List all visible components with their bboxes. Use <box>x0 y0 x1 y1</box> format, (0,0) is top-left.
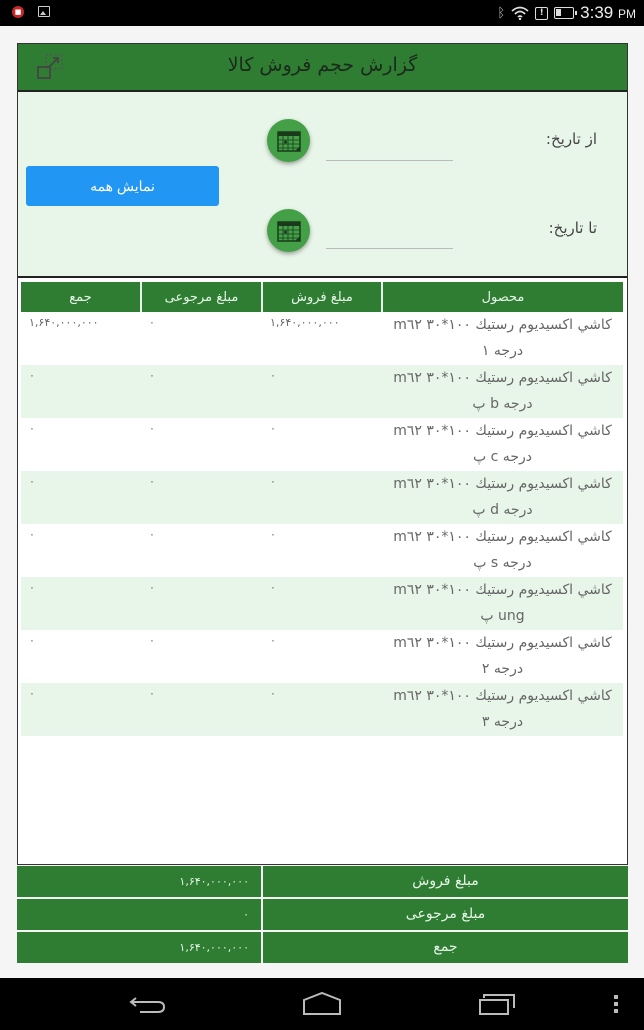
sales-cell: ۰ <box>262 365 382 418</box>
returns-cell: ۰ <box>149 528 155 541</box>
total-cell: ۰ <box>21 471 141 524</box>
returns-cell: ۰ <box>149 422 155 435</box>
summary-row-sales <box>17 866 628 897</box>
summary-table <box>17 866 628 965</box>
from-date-calendar-button[interactable] <box>267 119 310 162</box>
calendar-icon <box>277 220 301 242</box>
to-date-input[interactable] <box>326 248 453 249</box>
table-row[interactable] <box>21 630 623 683</box>
table-row[interactable] <box>21 365 623 418</box>
returns-cell: ۰ <box>141 683 262 736</box>
column-header-returns[interactable]: مبلغ مرجوعی <box>141 282 262 312</box>
returns-cell: ۰ <box>141 365 262 418</box>
table-row[interactable] <box>21 418 623 471</box>
total-cell: ۰ <box>29 422 35 435</box>
summary-returns-label: مبلغ مرجوعی <box>263 899 628 930</box>
returns-cell: ۰ <box>141 471 262 524</box>
returns-cell: ۰ <box>149 316 155 329</box>
column-header-product[interactable]: محصول <box>382 282 623 312</box>
from-date-input[interactable] <box>326 160 453 161</box>
from-date-label: از تاریخ: <box>545 130 597 148</box>
total-cell: ۰ <box>29 528 35 541</box>
status-bar <box>0 0 644 26</box>
gallery-icon <box>38 6 50 17</box>
table-row[interactable] <box>21 577 623 630</box>
sales-cell: ۰ <box>270 422 276 435</box>
table-header-row <box>21 282 623 312</box>
product-cell: كاشي اكسيديوم رستيك ١٠٠*٣٠ m٦٢ درجه b پ <box>382 365 623 418</box>
title-bar <box>18 44 627 92</box>
total-cell: ۰ <box>21 683 141 736</box>
sales-cell: ۰ <box>270 528 276 541</box>
product-cell: كاشي اكسيديوم رستيك ١٠٠*٣٠ m٦٢ درجه d پ <box>382 471 623 524</box>
show-all-button[interactable]: نمایش همه <box>26 166 219 206</box>
returns-cell: ۰ <box>141 577 262 630</box>
table-row[interactable] <box>21 312 623 365</box>
menu-icon[interactable] <box>612 994 620 1014</box>
calendar-icon <box>277 130 301 152</box>
total-cell: ۰ <box>21 577 141 630</box>
bluetooth-icon: ᛒ <box>497 5 506 21</box>
summary-row-returns <box>17 899 628 930</box>
summary-total-value: ۱,۶۴۰,۰۰۰,۰۰۰ <box>17 932 261 963</box>
items-table <box>21 282 623 736</box>
to-date-label: تا تاریخ: <box>548 219 597 237</box>
table-row[interactable] <box>21 524 623 577</box>
product-cell: كاشي اكسيديوم رستيك ١٠٠*٣٠ m٦٢ درجه ٢ <box>393 635 612 677</box>
product-cell: كاشي اكسيديوم رستيك ١٠٠*٣٠ m٦٢ درجه c پ <box>393 423 612 465</box>
back-icon[interactable] <box>128 992 168 1016</box>
sales-cell: ۰ <box>270 634 276 647</box>
navigation-bar <box>0 978 644 1030</box>
summary-sales-label: مبلغ فروش <box>263 866 628 897</box>
summary-returns-value: ۰ <box>17 899 261 930</box>
sales-cell: ۰ <box>262 577 382 630</box>
product-cell: كاشي اكسيديوم رستيك ١٠٠*٣٠ m٦٢ درجه ٣ <box>382 683 623 736</box>
total-cell: ۰ <box>29 634 35 647</box>
alert-icon: ! <box>535 7 548 20</box>
sales-cell: ۱,۶۴۰,۰۰۰,۰۰۰ <box>270 316 340 329</box>
clock: 3:39 PM <box>580 3 636 22</box>
notification-app-icon: ■ <box>12 6 24 18</box>
product-cell: كاشي اكسيديوم رستيك ١٠٠*٣٠ m٦٢ ung پ <box>382 577 623 630</box>
date-filter-panel <box>18 92 627 278</box>
total-cell: ۰ <box>21 365 141 418</box>
wifi-icon <box>511 6 529 20</box>
page-title: گزارش حجم فروش کالا <box>227 54 418 76</box>
items-table-container[interactable] <box>18 278 627 736</box>
home-icon[interactable] <box>302 992 342 1016</box>
sales-cell: ۰ <box>262 471 382 524</box>
report-card <box>17 43 628 865</box>
table-row[interactable] <box>21 683 623 736</box>
product-cell: كاشي اكسيديوم رستيك ١٠٠*٣٠ m٦٢ درجه s پ <box>393 529 612 571</box>
to-date-calendar-button[interactable] <box>267 209 310 252</box>
product-cell: كاشي اكسيديوم رستيك ١٠٠*٣٠ m٦٢ درجه ١ <box>393 317 612 359</box>
battery-icon <box>554 7 574 19</box>
sales-cell: ۰ <box>262 683 382 736</box>
column-header-sales[interactable]: مبلغ فروش <box>262 282 382 312</box>
recents-icon[interactable] <box>478 992 518 1016</box>
summary-sales-value: ۱,۶۴۰,۰۰۰,۰۰۰ <box>17 866 261 897</box>
total-cell: ۱,۶۴۰,۰۰۰,۰۰۰ <box>29 316 99 329</box>
table-row[interactable] <box>21 471 623 524</box>
summary-row-total <box>17 932 628 963</box>
returns-cell: ۰ <box>149 634 155 647</box>
column-header-total[interactable]: جمع <box>21 282 141 312</box>
summary-total-label: جمع <box>263 932 628 963</box>
